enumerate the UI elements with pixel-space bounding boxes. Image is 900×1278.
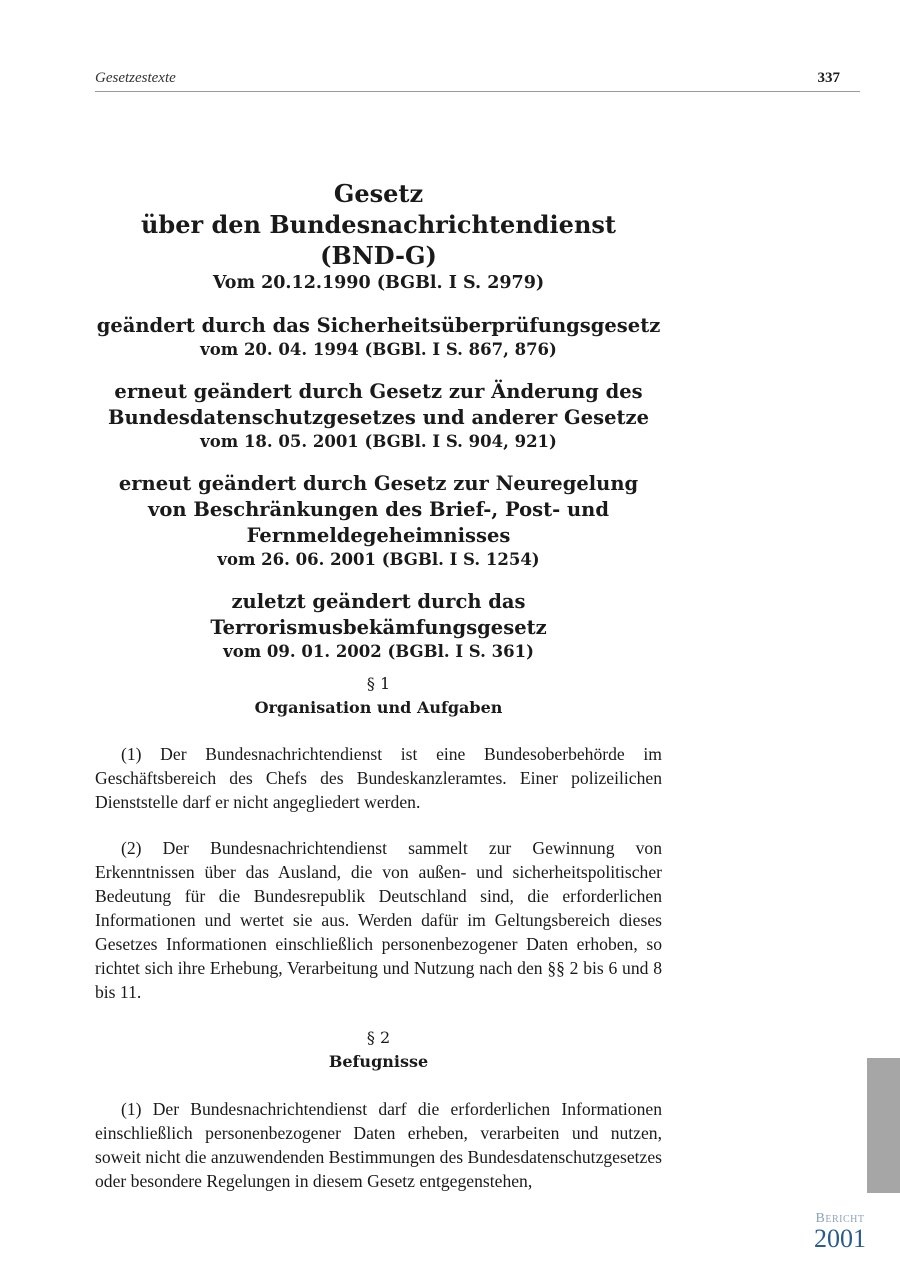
amendment-3: [95, 471, 662, 571]
section-number: § 1: [366, 674, 391, 693]
section-heading: Organisation und Aufgaben: [254, 698, 503, 717]
amendment-date: vom 18. 05. 2001 (BGBl. I S. 904, 921): [200, 432, 557, 451]
amendment-title: Bundesdatenschutzgesetzes und anderer Gesetze: [108, 406, 649, 429]
amendment-title: erneut geändert durch Gesetz zur Änderung des: [114, 380, 643, 403]
running-header-title: Gesetzestexte: [95, 70, 176, 86]
section-heading: Befugnisse: [328, 1052, 429, 1071]
amendment-date: vom 20. 04. 1994 (BGBl. I S. 867, 876): [200, 340, 557, 359]
amendment-date: vom 26. 06. 2001 (BGBl. I S. 1254): [217, 550, 540, 569]
report-logo: [800, 1212, 880, 1252]
amendment-4: [95, 589, 662, 663]
thumb-index-tab: [867, 1058, 900, 1193]
amendment-2: [95, 379, 662, 453]
paragraph: (1) Der Bundesnachrichtendienst darf die erforderlichen Informationen einschließlich personenbezogener Daten erheben, verarbeiten und nutzen, soweit nicht die anzuwendenden Bestimmungen des Bundesdatenschutzgesetzes oder besondere Regelungen in diesem Gesetz entgegenstehen,: [95, 1099, 662, 1191]
amendment-title: Terrorismusbekämfungsgesetz: [210, 616, 547, 639]
law-title: Gesetz: [333, 179, 424, 208]
title-block: [95, 178, 662, 663]
amendment-1: [95, 313, 662, 361]
logo-year: 2001: [814, 1224, 866, 1253]
amendment-title: von Beschränkungen des Brief-, Post- und: [148, 498, 609, 521]
amendment-title: erneut geändert durch Gesetz zur Neuregelung: [118, 472, 639, 495]
paragraph: (1) Der Bundesnachrichtendienst ist eine Bundesoberbehörde im Geschäftsbereich des Chefs des Bundeskanzleramtes. Einer polizeilichen Dienststelle darf er nicht angegliedert werden.: [95, 744, 662, 812]
section-1-header: [95, 672, 662, 720]
amendment-title: Fernmeldegeheimnisses: [246, 524, 511, 547]
section-number: § 2: [366, 1028, 391, 1047]
amendment-title: zuletzt geändert durch das: [231, 590, 526, 613]
amendment-title: geändert durch das Sicherheitsüberprüfungsgesetz: [96, 314, 661, 337]
law-date: Vom 20.12.1990 (BGBl. I S. 2979): [212, 273, 545, 293]
amendment-date: vom 09. 01. 2002 (BGBl. I S. 361): [223, 642, 534, 661]
running-header: [95, 70, 860, 92]
paragraph: (2) Der Bundesnachrichtendienst sammelt zur Gewinnung von Erkenntnissen über das Ausland, die von außen- und sicherheitspolitischer Bedeutung für die Bundesrepublik Deutschland sind, die erforderlichen Informationen und wertet sie aus. Werden dafür im Geltungsbereich dieses Gesetzes Informationen einschließlich personenbezogener Daten erhoben, so richtet sich ihre Erhebung, Verarbeitung und Nutzung nach den §§ 2 bis 6 und 8 bis 11.: [95, 838, 662, 1002]
page-number: 337: [817, 70, 840, 86]
section-2-header: [95, 1026, 662, 1074]
logo-word: Bericht: [815, 1211, 865, 1226]
law-title-subtitle: über den Bundesnachrichtendienst (BND-G): [140, 210, 616, 270]
